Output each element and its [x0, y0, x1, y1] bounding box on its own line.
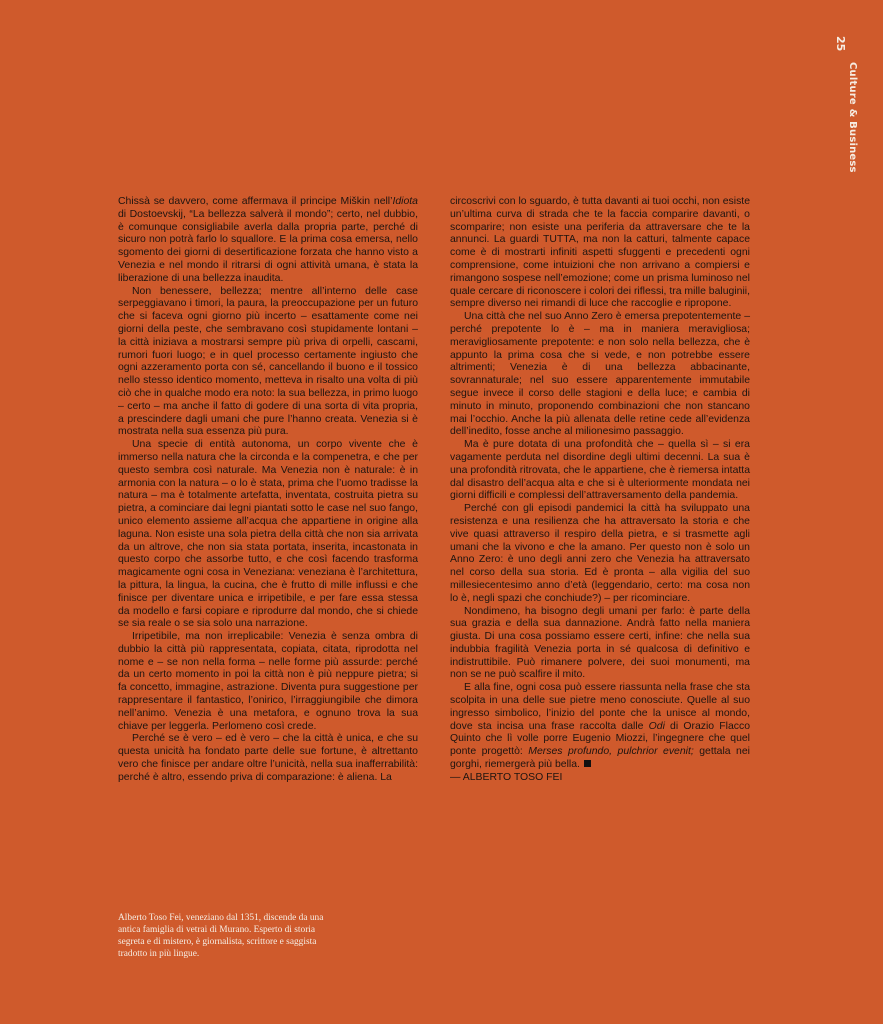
italic-text: Idiota	[392, 196, 418, 207]
text-run: circoscrivi con lo sguardo, è tutta davanti ai tuoi occhi, non esiste un’ultima curva di strada che te la faccia comparire davanti, o scomparire; non esiste una periferia da attraversare che te la annunci. La guardi TUTTA, ma non la catturi, talmente capace come è di mostrarti infiniti aspetti sfuggenti e precedenti ogni comprensione, come intuizioni che non arrivano a compiersi e rimangono sospese nell’emozione; come un prisma luminoso nel quale cercare di riconoscere i colori dei riflessi, tra mille baluginii, sempre diverso nei rimandi di luce che raccoglie e ripropone.	[450, 196, 750, 310]
text-run: Nondimeno, ha bisogno degli umani per farlo: è parte della sua grazia e della sua dannazione. Andrà fatto nella maniera giusta. Di una cosa possiamo essere certi, infine: che nella sua indubbia fragilità Venezia porta in sé qualcosa di definitivo e indistruttibile. Può rimanere polvere, dei suoi monumenti, ma non se ne può scalfire il mito.	[450, 605, 750, 681]
italic-text: Merses profundo, pulchrior evenit;	[528, 746, 694, 758]
article-paragraph	[450, 439, 750, 503]
page-number: 25	[834, 36, 847, 52]
article-paragraph	[118, 733, 418, 784]
article-paragraph	[118, 439, 418, 631]
text-run: Perché se è vero – ed è vero – che la città è unica, e che su questa unicità ha fondato parte delle sue fortune, è altrettanto vero che finisce per andare oltre l’unicità, nella sua inafferrabilità: perché è altro, essendo priva di comparazione: è aliena. La	[118, 733, 418, 783]
article-paragraph	[450, 682, 750, 772]
text-run: gettala nei gorghi, riemergerà più bella.	[450, 746, 750, 771]
article-paragraph	[450, 503, 750, 605]
text-run: di Orazio Flacco Quinto che lì volle porre Eugenio Miozzi, l’ingegnere che quel ponte progettò:	[450, 720, 750, 758]
article-paragraph	[450, 606, 750, 683]
article-column-left	[118, 196, 418, 785]
text-run: E alla fine, ogni cosa può essere riassunta nella frase che sta scolpita in una delle sue pietre meno conosciute. Quelle al suo ingresso simbolico, l’inizio del ponte che la unisce al mondo, dove sta incisa una frase raccolta dalle	[450, 682, 750, 732]
author-bio: Alberto Toso Fei, veneziano dal 1351, discende da una antica famiglia di vetrai di Murano. Esperto di storia segreta e di mistero, è giornalista, scrittore e saggista tradotto in più lingue.	[118, 913, 324, 960]
article-paragraph	[450, 311, 750, 439]
end-mark-icon	[584, 760, 591, 767]
text-run: Non benessere, bellezza; mentre all’interno delle case serpeggiavano i timori, la paura, la preoccupazione per un futuro che si faceva ogni giorno più incerto – esattamente come nei giorni della peste, che sembravano così stupidamente lontani – la città iniziava a mostrarsi sempre più priva di orpelli, cascami, rumori fuori luogo; e in quel processo certamente ingiusto che ogni azzeramento porta con sé, cancellando il buono e il tossico nello stesso identico momento, metteva in risalto una volta di più ciò che in qualche modo era noto: la sua bellezza, in primo luogo – certo – ma anche il fatto di godere di una sorta di vita propria, a prescindere dagli umani che pure l’hanno creata. Venezia si è mostrata nella sua essenza più pura.	[118, 285, 418, 438]
article-column-right	[450, 196, 750, 785]
text-run: di Dostoevskij, “La bellezza salverà il mondo”; certo, nel dubbio, è comunque consigliabile averla dalla propria parte, perché di sicuro non potrà farlo lo squallore. E la prima cosa emersa, nello sgomento dei giorni di desertificazione forzata che hanno visto a Venezia e nel mondo il ritrarsi di ogni attività umana, è stata la liberazione di una bellezza inaudita.	[118, 208, 418, 284]
text-run: Una città che nel suo Anno Zero è emersa prepotentemente – perché prepotente lo è – ma in maniera meravigliosa; meravigliosamente prepotente: e non solo nella bellezza, che è appunto la prima cosa che si vede, e non potrebbe essere altrimenti; Venezia è di una bellezza abbacinante, sovrannaturale; nel suo essere apparentemente immutabile segue invece il corso delle stagioni e della luce; e cambia di minuto in minuto, proponendo combinazioni che non stancano mai l’occhio. Anche la più allenata delle retine cede all’evidenza dell’inedito, fosse anche al milionesimo passaggio.	[450, 311, 750, 438]
article-paragraph	[118, 196, 418, 286]
italic-text: Odi	[648, 720, 665, 732]
article-paragraph	[450, 196, 750, 311]
article-paragraph	[118, 631, 418, 733]
section-label: Culture & Business	[847, 62, 858, 173]
text-run: Una specie di entità autonoma, un corpo vivente che è immerso nella natura che la circonda e la compenetra, e che per questo sembra così naturale. Ma Venezia non è naturale: è in armonia con la natura – o lo è stata, prima che l’uomo tradisse la natura – ma è totalmente artefatta, inventata, costruita pietra su pietra, a cominciare dai legni piantati sotto le case nel suo fango, unico elemento assieme all’acqua che appartiene in origine alla laguna. Non esiste una sola pietra della città che non sia arrivata da un altrove, che non sia stata portata, inserita, incastonata in questo corpo che assorbe tutto, e che così facendo trasforma magicamente ogni cosa in Veneziana: veneziana è l’architettura, la pittura, la lingua, la cucina, che è frutto di mille influssi e che finisce per diventare unica e irripetibile, e per fare essa stessa da modello e farsi copiare e riprodurre dal mondo, che si chiede se sia reale o se sia solo una narrazione.	[118, 439, 418, 630]
text-run: Chissà se davvero, come affermava il principe Miškin nell’	[118, 196, 393, 207]
author-signature: — ALBERTO TOSO FEI	[450, 771, 563, 783]
text-run: Irripetibile, ma non irreplicabile: Venezia è senza ombra di dubbio la città più rappresentata, copiata, citata, riprodotta nel nome e – se non nella forma – nelle forme più assurde: perché da un certo momento in poi la città non è più neppure pietra; si fa concetto, immagine, astrazione. Diventa pura suggestione per rappresentare il fantastico, l’onirico, l’irraggiungibile che dimora nell’animo. Venezia è una metafora, e ognuno trova la sua chiave per leggerla. Perlomeno così crede.	[118, 631, 418, 732]
article-paragraph	[118, 286, 418, 440]
text-run: Ma è pure dotata di una profondità che – quella sì – si era vagamente perduta nel disordine degli ultimi decenni. La sua è una profondità ritrovata, che le appartiene, che è riemersa intatta dal disastro dell’acqua alta e che si è ulteriormente mondata nei giorni difficili e complessi dell’attraversamento della pandemia.	[450, 439, 750, 502]
text-run: Perché con gli episodi pandemici la città ha sviluppato una resistenza e una resilienza che ha attraversato la storia e che vive quasi attraverso il respiro della pietra, e si trasmette agli umani che la vivono e che la amano. Per questo non è solo un Anno Zero: è uno degli anni zero che Venezia ha attraversato nel corso della sua storia. Ed è pronta – alla vigilia del suo millesiecentesimo anno d’età (leggendario, certo: ma cosa non lo è, negli spazi che conchiude?) – per ricominciare.	[450, 503, 750, 604]
